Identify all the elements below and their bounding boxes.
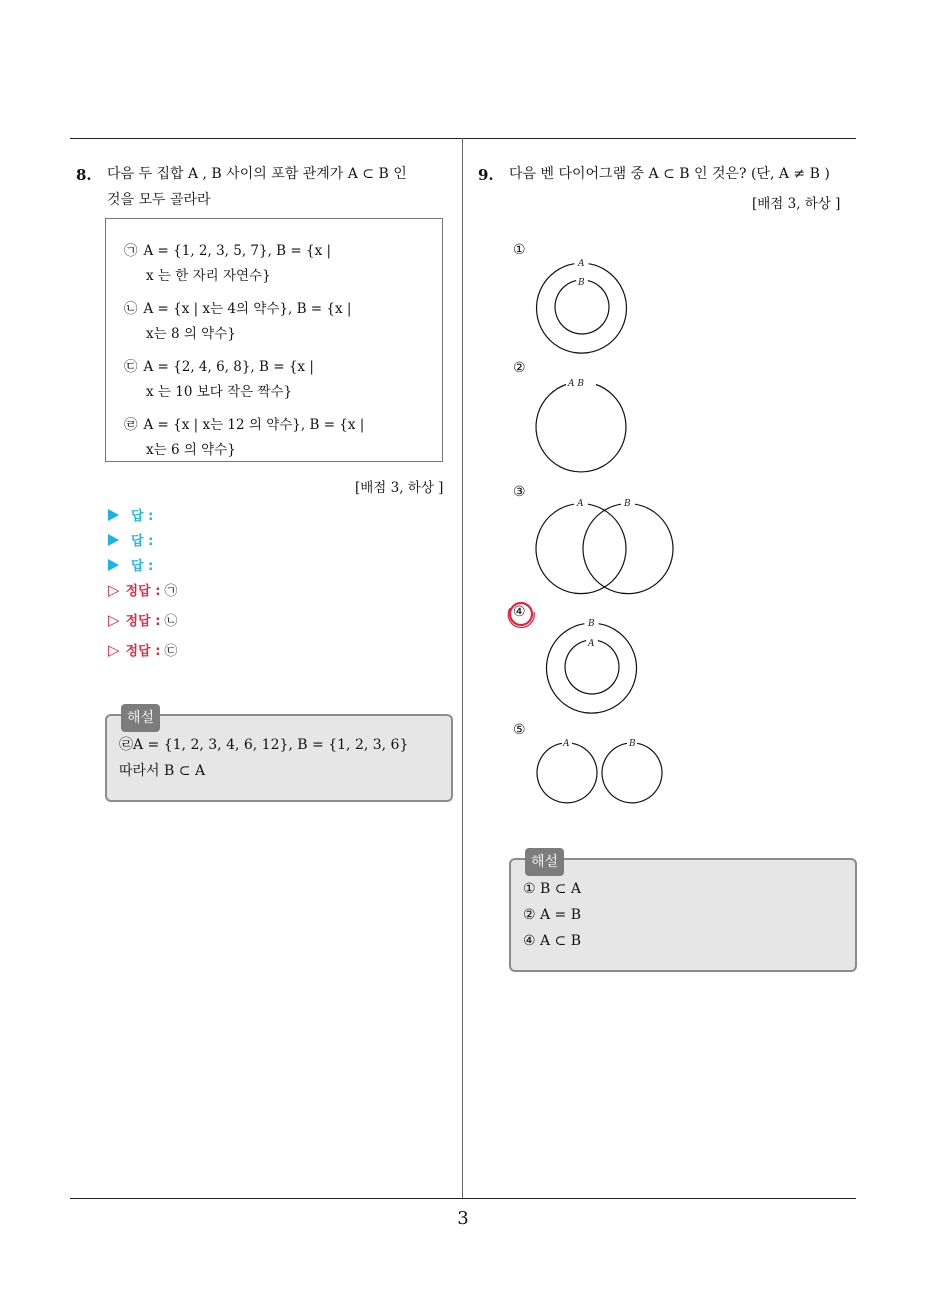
choice-line2: x 는 한 자리 자연수} bbox=[146, 268, 271, 284]
solution-line: ㉣A = {1, 2, 3, 4, 6, 12}, B = {1, 2, 3, 6} bbox=[119, 737, 409, 753]
q8-score: [배점 3, 하상 ] bbox=[355, 480, 444, 496]
venn-label-b: B bbox=[578, 278, 585, 288]
venn-option-4 bbox=[547, 619, 637, 713]
correct-answer: ㉢ bbox=[164, 644, 178, 659]
venn-label-b: B bbox=[588, 619, 595, 629]
q9-score: [배점 3, 하상 ] bbox=[752, 196, 841, 212]
solution-line: 따라서 B ⊂ A bbox=[119, 763, 206, 779]
answer-label: 답 : bbox=[131, 534, 154, 549]
q8-number: 8. bbox=[76, 166, 92, 184]
venn-option-3 bbox=[536, 499, 673, 594]
venn-label-b: B bbox=[624, 499, 631, 509]
selected-circle-mark bbox=[508, 603, 534, 628]
option-marker: ③ bbox=[513, 484, 526, 500]
q8-text-line2: 것을 모두 골라라 bbox=[107, 192, 211, 208]
choice-marker: ㉢ bbox=[124, 359, 138, 375]
solution-tag: 해설 bbox=[525, 848, 564, 876]
solution-line: ④ A ⊂ B bbox=[523, 933, 582, 949]
option-marker: ② bbox=[513, 360, 526, 376]
venn-option-5 bbox=[537, 739, 662, 803]
choice-marker: ㉣ bbox=[124, 417, 138, 433]
q9-solution-box bbox=[509, 854, 857, 972]
venn-option-2 bbox=[536, 379, 626, 472]
venn-label-b: B bbox=[629, 739, 636, 749]
correct-label: 정답 : bbox=[125, 644, 161, 659]
venn-label-a: A bbox=[563, 739, 570, 749]
venn-label-ab: A B bbox=[568, 379, 584, 389]
solution-line: ① B ⊂ A bbox=[523, 881, 582, 897]
outline-play-icon: ▷ bbox=[108, 611, 120, 629]
option-marker: ⑤ bbox=[513, 722, 526, 738]
choice-line2: x 는 10 보다 작은 짝수} bbox=[146, 384, 293, 400]
q8-text-line1: 다음 두 집합 A , B 사이의 포함 관계가 A ⊂ B 인 bbox=[107, 166, 407, 182]
q9-number: 9. bbox=[478, 166, 494, 184]
choice-marker: ㉡ bbox=[124, 301, 138, 317]
outline-play-icon: ▷ bbox=[108, 581, 120, 599]
choice-line2: x는 6 의 약수} bbox=[146, 442, 236, 458]
page-number: 3 bbox=[457, 1208, 469, 1229]
venn-label-a: A bbox=[578, 259, 585, 269]
choice-marker: ㉠ bbox=[124, 243, 138, 259]
option-marker: ① bbox=[513, 242, 526, 258]
correct-label: 정답 : bbox=[125, 584, 161, 599]
choice-line1: A = {1, 2, 3, 5, 7}, B = {x | bbox=[143, 243, 332, 259]
q9-text: 다음 벤 다이어그램 중 A ⊂ B 인 것은? (단, A ≠ B ) bbox=[509, 166, 830, 182]
answer-label: 답 : bbox=[131, 509, 154, 524]
choice-line2: x는 8 의 약수} bbox=[146, 326, 236, 342]
correct-answer: ㉡ bbox=[164, 614, 178, 629]
option-marker: ④ bbox=[513, 604, 526, 620]
venn-label-a: A bbox=[588, 639, 595, 649]
correct-label: 정답 : bbox=[125, 614, 161, 629]
outline-play-icon: ▷ bbox=[108, 641, 120, 659]
venn-option-1 bbox=[537, 259, 627, 353]
choice-line1: A = {x | x는 12 의 약수}, B = {x | bbox=[143, 417, 365, 433]
venn-label-a: A bbox=[577, 499, 584, 509]
choice-line1: A = {x | x는 4의 약수}, B = {x | bbox=[143, 301, 352, 317]
choice-line1: A = {2, 4, 6, 8}, B = {x | bbox=[143, 359, 314, 375]
solution-tag: 해설 bbox=[121, 704, 160, 732]
answer-label: 답 : bbox=[131, 559, 154, 574]
solution-line: ② A = B bbox=[523, 907, 582, 923]
correct-answer: ㉠ bbox=[164, 584, 178, 599]
